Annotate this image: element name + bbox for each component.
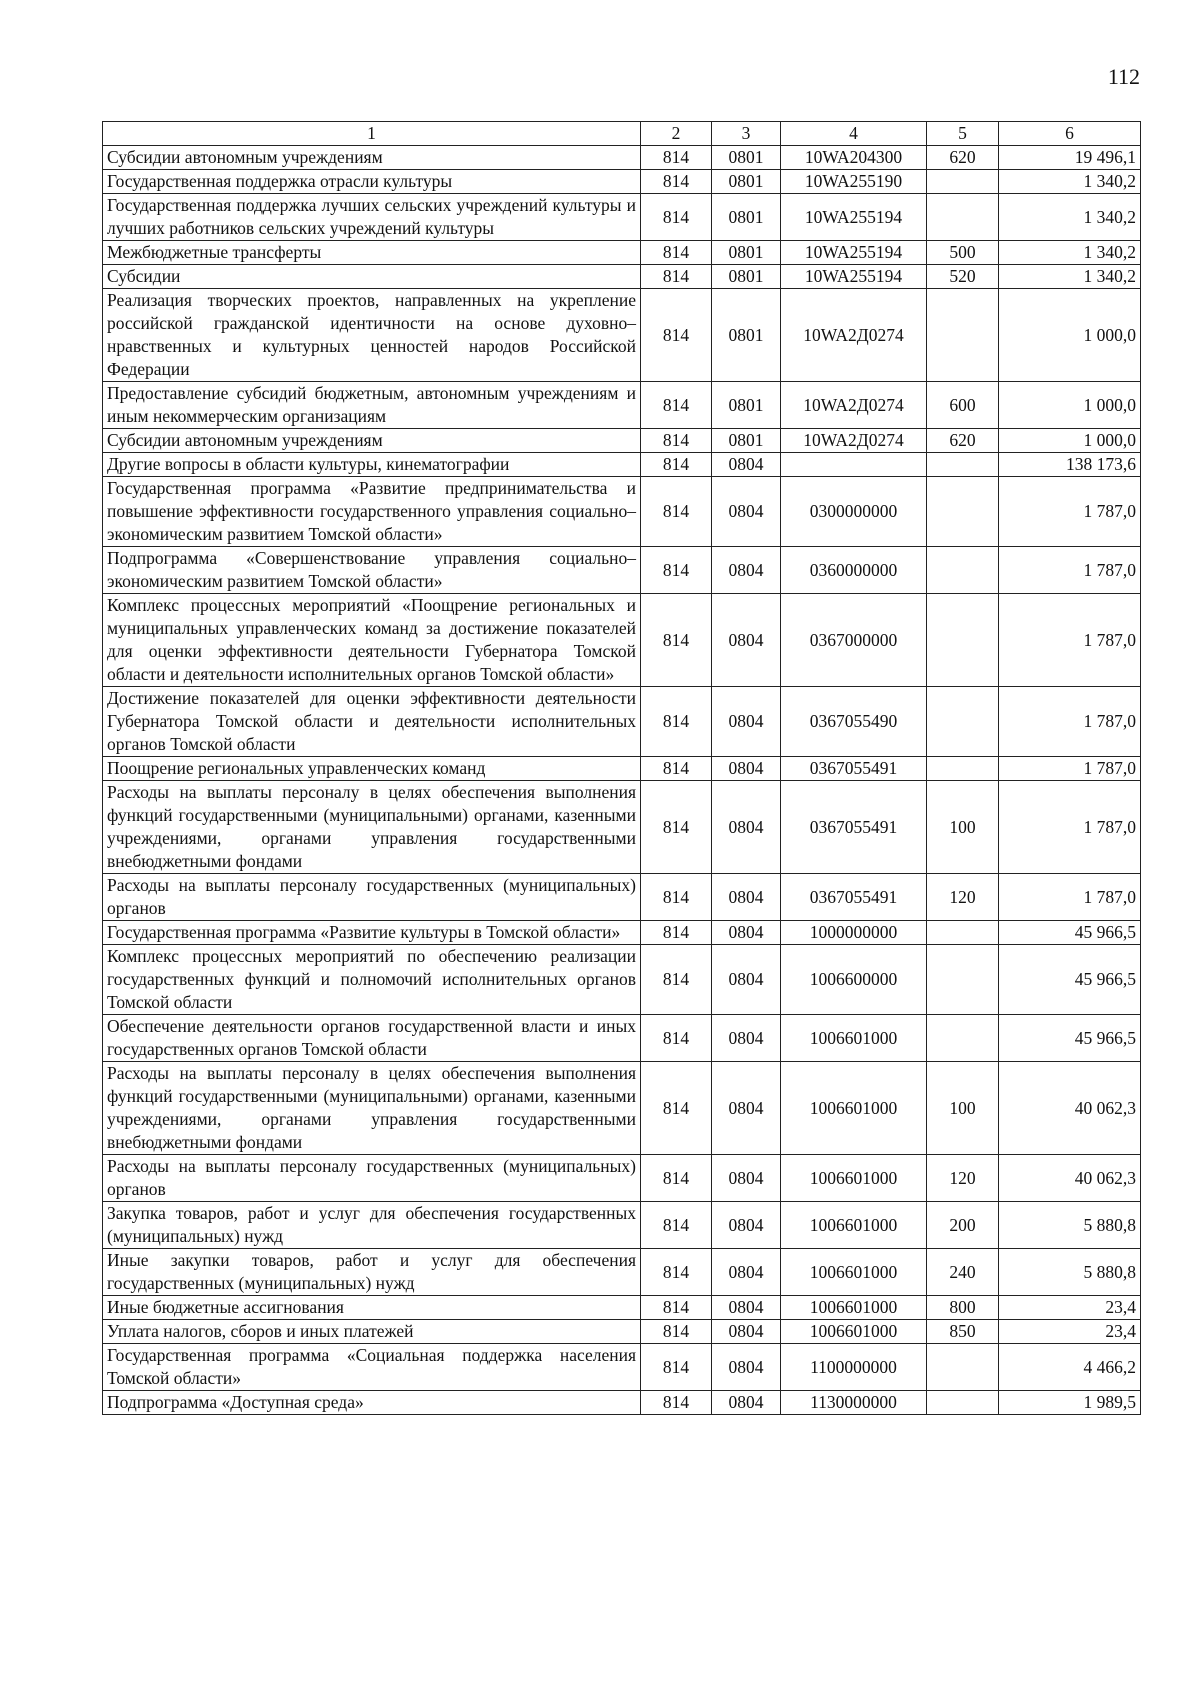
admin-code-cell: 814 bbox=[641, 1015, 712, 1062]
table-row bbox=[103, 453, 1141, 477]
amount-cell: 1 787,0 bbox=[999, 757, 1141, 781]
row-name-cell: Комплекс процессных мероприятий по обеспечению реализации государственных функций и полномочий исполнительных органов Томской области bbox=[103, 945, 641, 1015]
row-name-cell: Государственная программа «Социальная поддержка населения Томской области» bbox=[103, 1344, 641, 1391]
amount-cell: 4 466,2 bbox=[999, 1344, 1141, 1391]
table-row bbox=[103, 241, 1141, 265]
row-name-cell: Субсидии автономным учреждениям bbox=[103, 146, 641, 170]
row-name-cell: Субсидии автономным учреждениям bbox=[103, 429, 641, 453]
table-header-row bbox=[103, 122, 1141, 146]
row-name-cell: Уплата налогов, сборов и иных платежей bbox=[103, 1320, 641, 1344]
expense-type-cell: 120 bbox=[927, 874, 999, 921]
row-name-cell: Субсидии bbox=[103, 265, 641, 289]
section-code-cell: 0801 bbox=[712, 382, 781, 429]
table-row bbox=[103, 194, 1141, 241]
row-name-cell: Государственная поддержка лучших сельских учреждений культуры и лучших работников сельских учреждений культуры bbox=[103, 194, 641, 241]
row-name-cell: Государственная поддержка отрасли культуры bbox=[103, 170, 641, 194]
column-header: 6 bbox=[999, 122, 1141, 146]
section-code-cell: 0804 bbox=[712, 477, 781, 547]
amount-cell: 45 966,5 bbox=[999, 945, 1141, 1015]
row-name-cell: Государственная программа «Развитие предпринимательства и повышение эффективности государственного управления социально–экономическим развитием Томской области» bbox=[103, 477, 641, 547]
target-code-cell: 1006601000 bbox=[781, 1296, 927, 1320]
section-code-cell: 0801 bbox=[712, 146, 781, 170]
admin-code-cell: 814 bbox=[641, 1296, 712, 1320]
amount-cell: 1 340,2 bbox=[999, 241, 1141, 265]
table-row bbox=[103, 921, 1141, 945]
section-code-cell: 0804 bbox=[712, 594, 781, 687]
column-header: 4 bbox=[781, 122, 927, 146]
admin-code-cell: 814 bbox=[641, 453, 712, 477]
target-code-cell: 1006601000 bbox=[781, 1155, 927, 1202]
section-code-cell: 0804 bbox=[712, 781, 781, 874]
section-code-cell: 0804 bbox=[712, 1344, 781, 1391]
section-code-cell: 0804 bbox=[712, 874, 781, 921]
target-code-cell: 1006601000 bbox=[781, 1062, 927, 1155]
column-header: 3 bbox=[712, 122, 781, 146]
target-code-cell bbox=[781, 453, 927, 477]
expense-type-cell bbox=[927, 194, 999, 241]
row-name-cell: Закупка товаров, работ и услуг для обеспечения государственных (муниципальных) нужд bbox=[103, 1202, 641, 1249]
table-row bbox=[103, 382, 1141, 429]
amount-cell: 23,4 bbox=[999, 1296, 1141, 1320]
expense-type-cell: 100 bbox=[927, 1062, 999, 1155]
section-code-cell: 0801 bbox=[712, 289, 781, 382]
table-row bbox=[103, 1391, 1141, 1415]
amount-cell: 1 787,0 bbox=[999, 477, 1141, 547]
amount-cell: 23,4 bbox=[999, 1320, 1141, 1344]
table-row bbox=[103, 146, 1141, 170]
amount-cell: 45 966,5 bbox=[999, 1015, 1141, 1062]
table-row bbox=[103, 1015, 1141, 1062]
section-code-cell: 0804 bbox=[712, 1391, 781, 1415]
row-name-cell: Государственная программа «Развитие культуры в Томской области» bbox=[103, 921, 641, 945]
amount-cell: 1 340,2 bbox=[999, 265, 1141, 289]
table-row bbox=[103, 1062, 1141, 1155]
admin-code-cell: 814 bbox=[641, 1344, 712, 1391]
admin-code-cell: 814 bbox=[641, 194, 712, 241]
section-code-cell: 0801 bbox=[712, 265, 781, 289]
admin-code-cell: 814 bbox=[641, 874, 712, 921]
expense-type-cell: 600 bbox=[927, 382, 999, 429]
admin-code-cell: 814 bbox=[641, 1249, 712, 1296]
amount-cell: 138 173,6 bbox=[999, 453, 1141, 477]
target-code-cell: 10WA255194 bbox=[781, 241, 927, 265]
section-code-cell: 0801 bbox=[712, 241, 781, 265]
row-name-cell: Расходы на выплаты персоналу государственных (муниципальных) органов bbox=[103, 874, 641, 921]
section-code-cell: 0804 bbox=[712, 1296, 781, 1320]
section-code-cell: 0804 bbox=[712, 757, 781, 781]
row-name-cell: Предоставление субсидий бюджетным, автономным учреждениям и иным некоммерческим организациям bbox=[103, 382, 641, 429]
amount-cell: 1 787,0 bbox=[999, 874, 1141, 921]
table-row bbox=[103, 265, 1141, 289]
table-row bbox=[103, 1296, 1141, 1320]
admin-code-cell: 814 bbox=[641, 265, 712, 289]
expense-type-cell bbox=[927, 453, 999, 477]
admin-code-cell: 814 bbox=[641, 921, 712, 945]
target-code-cell: 1006601000 bbox=[781, 1320, 927, 1344]
table-row bbox=[103, 1202, 1141, 1249]
section-code-cell: 0804 bbox=[712, 547, 781, 594]
expense-type-cell bbox=[927, 1015, 999, 1062]
target-code-cell: 1000000000 bbox=[781, 921, 927, 945]
admin-code-cell: 814 bbox=[641, 241, 712, 265]
amount-cell: 5 880,8 bbox=[999, 1202, 1141, 1249]
section-code-cell: 0804 bbox=[712, 1249, 781, 1296]
row-name-cell: Подпрограмма «Доступная среда» bbox=[103, 1391, 641, 1415]
admin-code-cell: 814 bbox=[641, 1155, 712, 1202]
expense-type-cell bbox=[927, 921, 999, 945]
target-code-cell: 0367055491 bbox=[781, 757, 927, 781]
target-code-cell: 10WA255194 bbox=[781, 194, 927, 241]
row-name-cell: Иные закупки товаров, работ и услуг для обеспечения государственных (муниципальных) нужд bbox=[103, 1249, 641, 1296]
expense-type-cell: 200 bbox=[927, 1202, 999, 1249]
table-row bbox=[103, 687, 1141, 757]
table-row bbox=[103, 1249, 1141, 1296]
admin-code-cell: 814 bbox=[641, 477, 712, 547]
expense-type-cell bbox=[927, 547, 999, 594]
target-code-cell: 0300000000 bbox=[781, 477, 927, 547]
row-name-cell: Достижение показателей для оценки эффективности деятельности Губернатора Томской области и деятельности исполнительных органов Томской области bbox=[103, 687, 641, 757]
expense-type-cell bbox=[927, 594, 999, 687]
target-code-cell: 10WA2Д0274 bbox=[781, 289, 927, 382]
expense-type-cell bbox=[927, 1391, 999, 1415]
amount-cell: 1 000,0 bbox=[999, 429, 1141, 453]
section-code-cell: 0801 bbox=[712, 194, 781, 241]
table-body bbox=[103, 146, 1141, 1415]
target-code-cell: 1006601000 bbox=[781, 1202, 927, 1249]
target-code-cell: 10WA204300 bbox=[781, 146, 927, 170]
section-code-cell: 0804 bbox=[712, 453, 781, 477]
amount-cell: 19 496,1 bbox=[999, 146, 1141, 170]
table-row bbox=[103, 289, 1141, 382]
amount-cell: 1 340,2 bbox=[999, 170, 1141, 194]
admin-code-cell: 814 bbox=[641, 429, 712, 453]
amount-cell: 45 966,5 bbox=[999, 921, 1141, 945]
row-name-cell: Межбюджетные трансферты bbox=[103, 241, 641, 265]
admin-code-cell: 814 bbox=[641, 382, 712, 429]
admin-code-cell: 814 bbox=[641, 1062, 712, 1155]
expense-type-cell bbox=[927, 687, 999, 757]
expense-type-cell: 500 bbox=[927, 241, 999, 265]
section-code-cell: 0801 bbox=[712, 170, 781, 194]
target-code-cell: 1006600000 bbox=[781, 945, 927, 1015]
budget-table bbox=[102, 121, 1141, 1415]
expense-type-cell bbox=[927, 289, 999, 382]
section-code-cell: 0804 bbox=[712, 1320, 781, 1344]
target-code-cell: 1006601000 bbox=[781, 1249, 927, 1296]
expense-type-cell: 240 bbox=[927, 1249, 999, 1296]
target-code-cell: 10WA255190 bbox=[781, 170, 927, 194]
admin-code-cell: 814 bbox=[641, 594, 712, 687]
target-code-cell: 0367055491 bbox=[781, 781, 927, 874]
expense-type-cell: 520 bbox=[927, 265, 999, 289]
section-code-cell: 0804 bbox=[712, 921, 781, 945]
section-code-cell: 0804 bbox=[712, 687, 781, 757]
target-code-cell: 10WA255194 bbox=[781, 265, 927, 289]
table-row bbox=[103, 945, 1141, 1015]
table-row bbox=[103, 594, 1141, 687]
expense-type-cell bbox=[927, 477, 999, 547]
admin-code-cell: 814 bbox=[641, 547, 712, 594]
amount-cell: 40 062,3 bbox=[999, 1155, 1141, 1202]
expense-type-cell: 620 bbox=[927, 146, 999, 170]
expense-type-cell bbox=[927, 757, 999, 781]
expense-type-cell: 120 bbox=[927, 1155, 999, 1202]
target-code-cell: 0360000000 bbox=[781, 547, 927, 594]
amount-cell: 1 340,2 bbox=[999, 194, 1141, 241]
expense-type-cell: 850 bbox=[927, 1320, 999, 1344]
table-row bbox=[103, 757, 1141, 781]
expense-type-cell bbox=[927, 945, 999, 1015]
row-name-cell: Другие вопросы в области культуры, кинематографии bbox=[103, 453, 641, 477]
target-code-cell: 0367055490 bbox=[781, 687, 927, 757]
amount-cell: 1 787,0 bbox=[999, 547, 1141, 594]
section-code-cell: 0804 bbox=[712, 1062, 781, 1155]
row-name-cell: Подпрограмма «Совершенствование управления социально–экономическим развитием Томской области» bbox=[103, 547, 641, 594]
expense-type-cell bbox=[927, 1344, 999, 1391]
table-row bbox=[103, 1344, 1141, 1391]
column-header: 1 bbox=[103, 122, 641, 146]
page-number: 112 bbox=[1107, 64, 1140, 89]
amount-cell: 40 062,3 bbox=[999, 1062, 1141, 1155]
expense-type-cell: 800 bbox=[927, 1296, 999, 1320]
target-code-cell: 1006601000 bbox=[781, 1015, 927, 1062]
table-row bbox=[103, 429, 1141, 453]
row-name-cell: Комплекс процессных мероприятий «Поощрение региональных и муниципальных управленческих команд за достижение показателей для оценки эффективности деятельности Губернатора Томской области и деятельности исполнительных органов Томской области» bbox=[103, 594, 641, 687]
row-name-cell: Расходы на выплаты персоналу государственных (муниципальных) органов bbox=[103, 1155, 641, 1202]
amount-cell: 1 000,0 bbox=[999, 289, 1141, 382]
target-code-cell: 0367000000 bbox=[781, 594, 927, 687]
amount-cell: 1 787,0 bbox=[999, 594, 1141, 687]
admin-code-cell: 814 bbox=[641, 170, 712, 194]
admin-code-cell: 814 bbox=[641, 289, 712, 382]
amount-cell: 1 989,5 bbox=[999, 1391, 1141, 1415]
amount-cell: 1 787,0 bbox=[999, 781, 1141, 874]
column-header: 2 bbox=[641, 122, 712, 146]
section-code-cell: 0804 bbox=[712, 1202, 781, 1249]
admin-code-cell: 814 bbox=[641, 757, 712, 781]
admin-code-cell: 814 bbox=[641, 945, 712, 1015]
table-row bbox=[103, 170, 1141, 194]
target-code-cell: 1100000000 bbox=[781, 1344, 927, 1391]
row-name-cell: Расходы на выплаты персоналу в целях обеспечения выполнения функций государственными (муниципальными) органами, казенными учреждениями, органами управления государственными внебюджетными фондами bbox=[103, 1062, 641, 1155]
section-code-cell: 0801 bbox=[712, 429, 781, 453]
table-row bbox=[103, 781, 1141, 874]
table-row bbox=[103, 1320, 1141, 1344]
expense-type-cell: 620 bbox=[927, 429, 999, 453]
target-code-cell: 10WA2Д0274 bbox=[781, 382, 927, 429]
target-code-cell: 0367055491 bbox=[781, 874, 927, 921]
admin-code-cell: 814 bbox=[641, 1202, 712, 1249]
amount-cell: 1 000,0 bbox=[999, 382, 1141, 429]
admin-code-cell: 814 bbox=[641, 781, 712, 874]
section-code-cell: 0804 bbox=[712, 1155, 781, 1202]
row-name-cell: Поощрение региональных управленческих команд bbox=[103, 757, 641, 781]
expense-type-cell: 100 bbox=[927, 781, 999, 874]
table-row bbox=[103, 477, 1141, 547]
admin-code-cell: 814 bbox=[641, 1391, 712, 1415]
row-name-cell: Обеспечение деятельности органов государственной власти и иных государственных органов Томской области bbox=[103, 1015, 641, 1062]
section-code-cell: 0804 bbox=[712, 1015, 781, 1062]
section-code-cell: 0804 bbox=[712, 945, 781, 1015]
table-row bbox=[103, 1155, 1141, 1202]
expense-type-cell bbox=[927, 170, 999, 194]
row-name-cell: Иные бюджетные ассигнования bbox=[103, 1296, 641, 1320]
amount-cell: 5 880,8 bbox=[999, 1249, 1141, 1296]
target-code-cell: 10WA2Д0274 bbox=[781, 429, 927, 453]
admin-code-cell: 814 bbox=[641, 146, 712, 170]
table-row bbox=[103, 547, 1141, 594]
amount-cell: 1 787,0 bbox=[999, 687, 1141, 757]
column-header: 5 bbox=[927, 122, 999, 146]
target-code-cell: 1130000000 bbox=[781, 1391, 927, 1415]
row-name-cell: Реализация творческих проектов, направленных на укрепление российской гражданской идентичности на основе духовно–нравственных и культурных ценностей народов Российской Федерации bbox=[103, 289, 641, 382]
admin-code-cell: 814 bbox=[641, 1320, 712, 1344]
row-name-cell: Расходы на выплаты персоналу в целях обеспечения выполнения функций государственными (муниципальными) органами, казенными учреждениями, органами управления государственными внебюджетными фондами bbox=[103, 781, 641, 874]
admin-code-cell: 814 bbox=[641, 687, 712, 757]
table-row bbox=[103, 874, 1141, 921]
